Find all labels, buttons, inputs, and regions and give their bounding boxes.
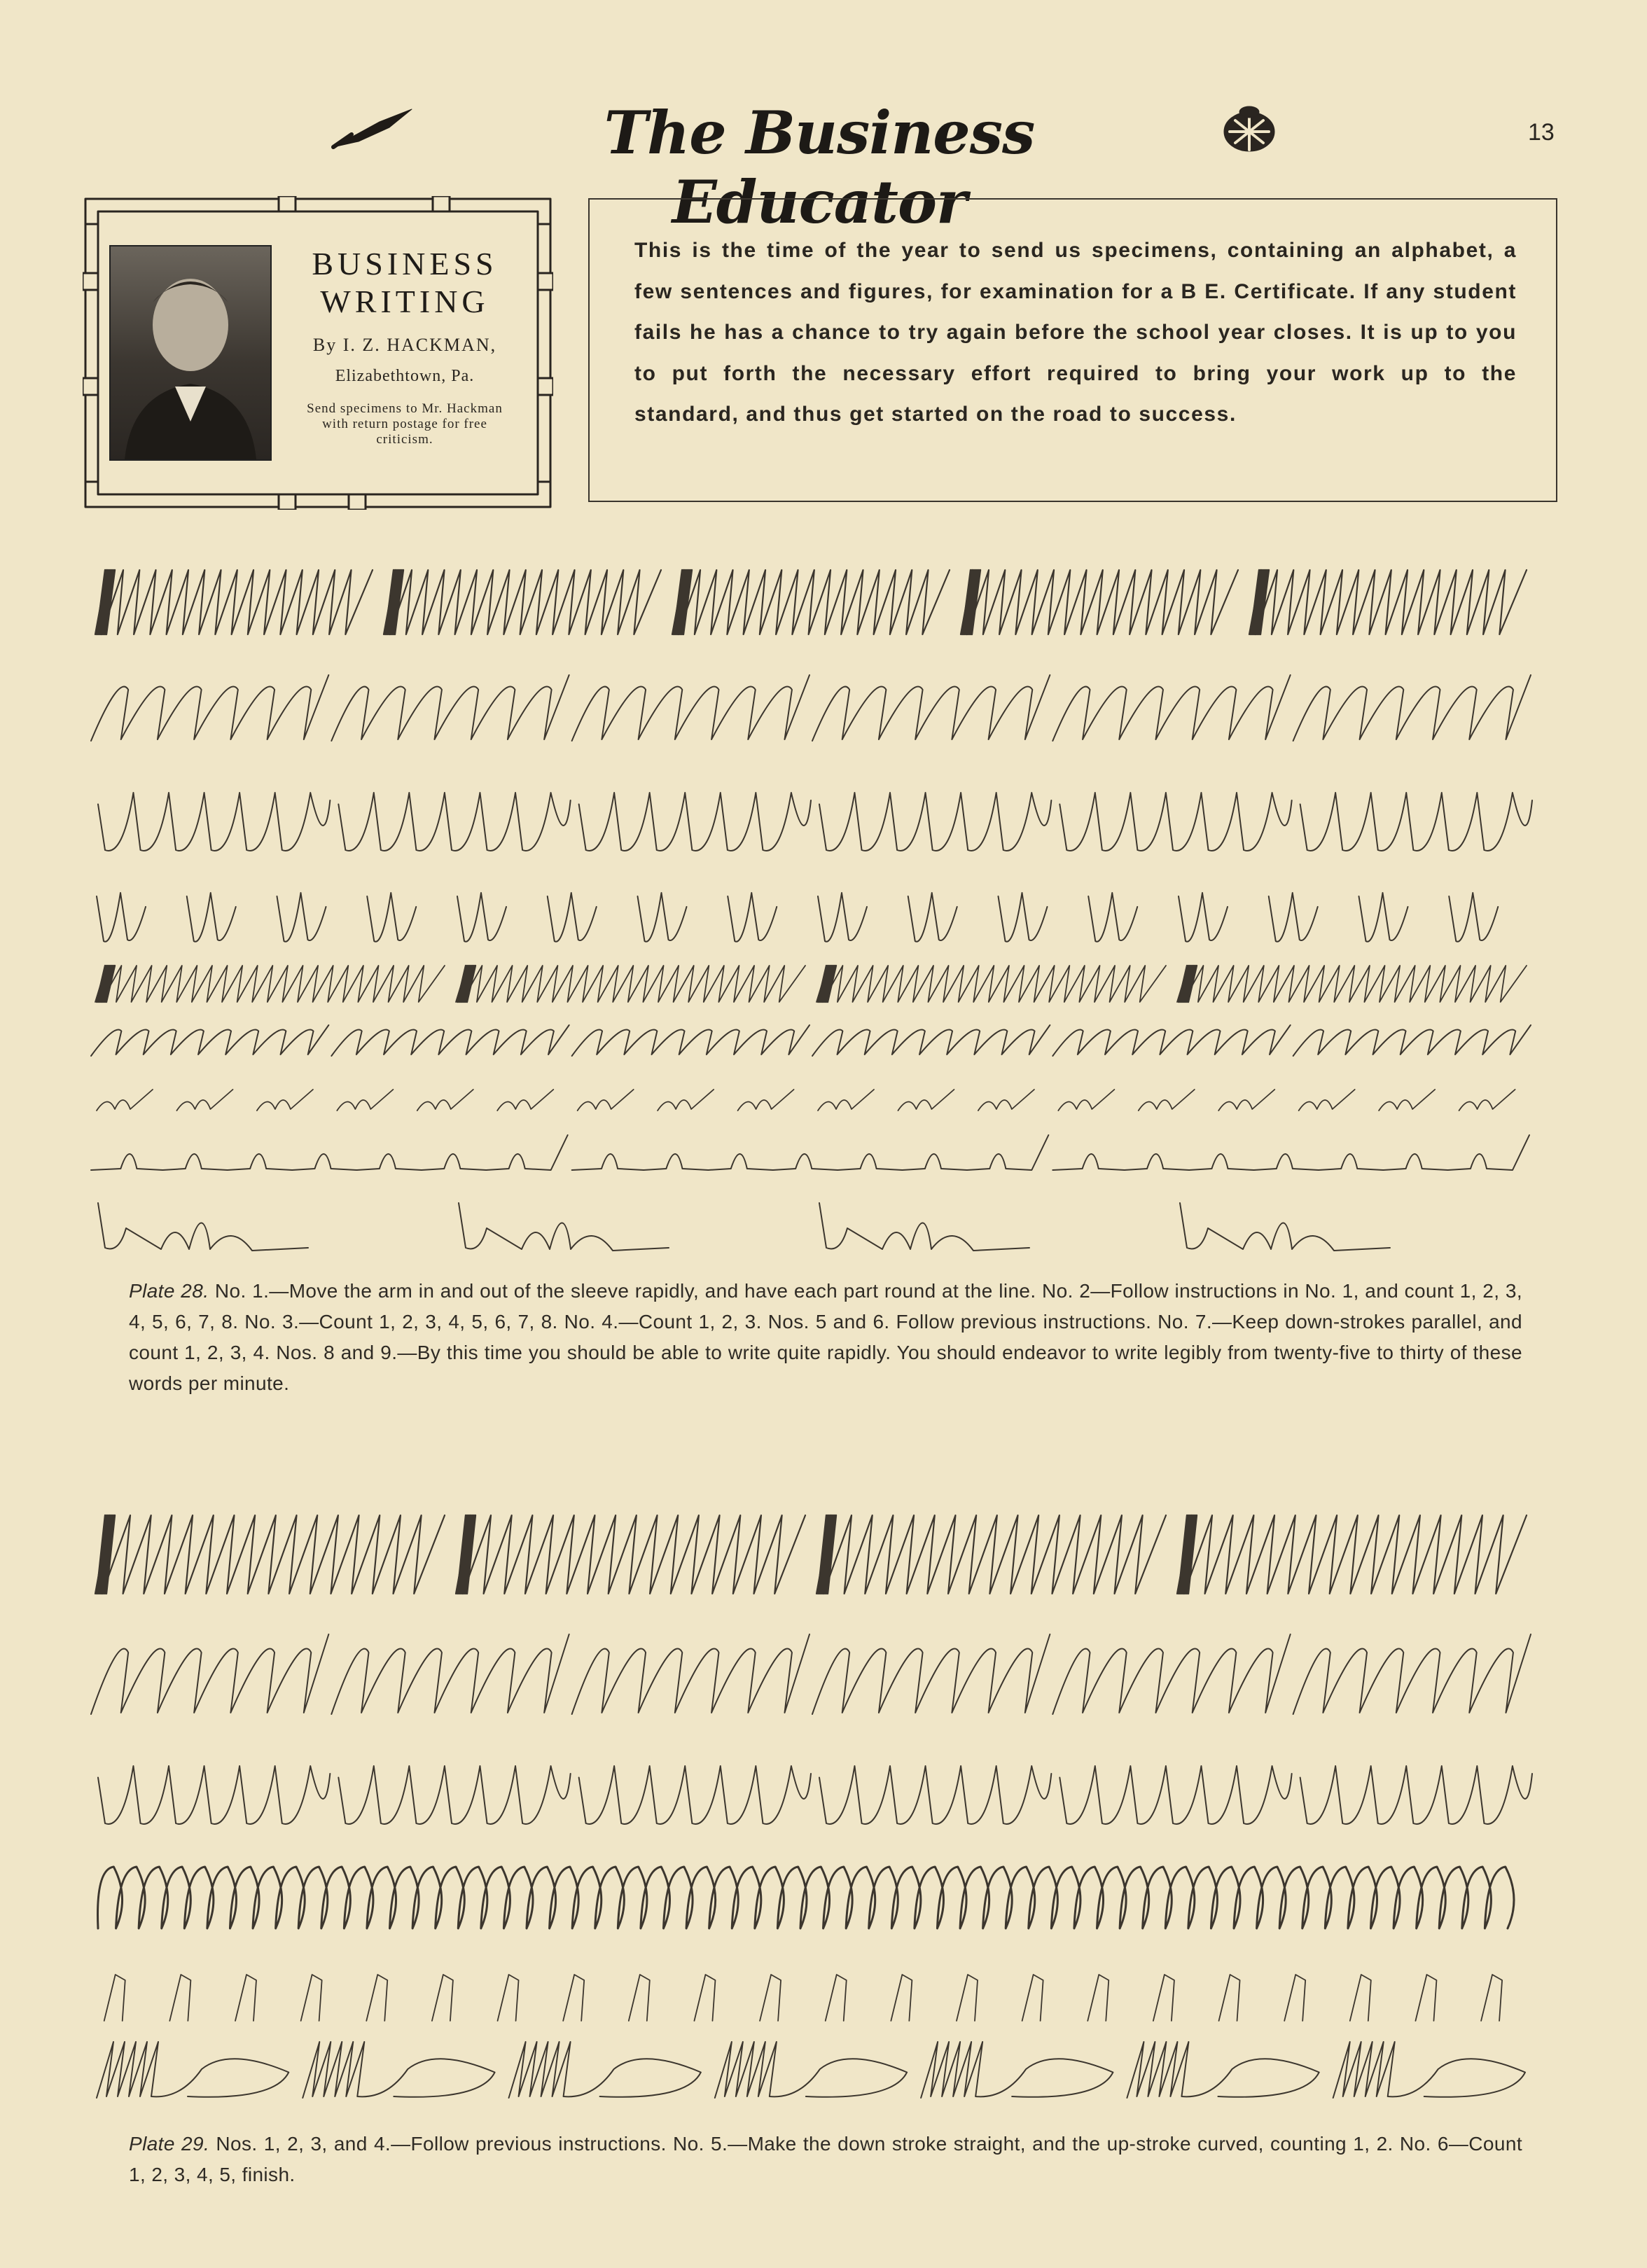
author-location: Elizabethtown, Pa. [335,367,475,385]
plate29-caption [129,2129,1522,2190]
plate29-label: Plate 29. [129,2133,210,2155]
plate29-caption-text: Nos. 1, 2, 3, and 4.—Follow previous instructions. No. 5.—Make the down stroke straight, and the up-stroke curved, counting 1, 2. No. 6—Count 1, 2, 3, 4, 5, finish. [129,2133,1522,2185]
plate28-caption-text: No. 1.—Move the arm in and out of the sleeve rapidly, and have each part round at the line. No. 2—Follow instructions in No. 1, and count 1, 2, 3, 4, 5, 6, 7, 8. No. 3.—Count 1, 2, 3, 4, 5, 6, 7, 8. No. 4.—Count 1, 2, 3. Nos. 5 and 6. Follow previous instructions. No. 7.—Keep down-strokes parallel, and count 1, 2, 3, 4. Nos. 8 and 9.—By this time you should be able to write quite rapidly. You should endeavor to write legibly from twenty-five to thirty of these words per minute. [129,1280,1523,1394]
header-text-block [286,245,524,447]
criticism-note: Send specimens to Mr. Hackman with return postage for free criticism. [307,401,503,447]
plate29-row-6 [91,2038,1534,2101]
author-name: By I. Z. HACKMAN, [312,335,497,355]
plate29-row-3 [91,1751,1534,1828]
plate28-row-1 [91,567,1534,637]
emblem-icon [1220,104,1279,155]
plate28-row-7 [91,1085,1534,1113]
business-writing-header [83,196,553,510]
notice-text: This is the time of the year to send us specimens, containing an alphabet, a few sentences and figures, for examination for a B E. Certificate. If any student fails he has a chance to try again before the school year closes. It is up to you to put forth the necessary effort required to bring your work up to the standard, and thus get started on the road to success. [634,239,1517,426]
plate29-row-2 [91,1632,1534,1716]
plate29-row-1 [91,1512,1534,1596]
header-title-line1: BUSINESS [312,246,498,281]
plate28-row-6 [91,1022,1534,1057]
plate28-label: Plate 28. [129,1280,209,1302]
plate28-row-9 [91,1190,1534,1253]
masthead-title: The Business Educator [604,98,1035,237]
plate29-row-4 [91,1863,1534,1933]
masthead [0,91,1647,237]
quill-pen-icon [331,106,415,151]
plate28-row-5 [91,963,1534,1005]
plate29-row-5 [91,1968,1534,2024]
author-portrait [109,245,272,461]
page-number: 13 [1528,119,1555,146]
plate28-row-8 [91,1131,1534,1173]
header-title-line2: WRITING [320,284,489,319]
plate28-row-2 [91,672,1534,742]
plate28-caption [129,1276,1522,1399]
plate28-row-4 [91,875,1534,945]
notice-box [588,198,1557,502]
plate28-row-3 [91,777,1534,854]
